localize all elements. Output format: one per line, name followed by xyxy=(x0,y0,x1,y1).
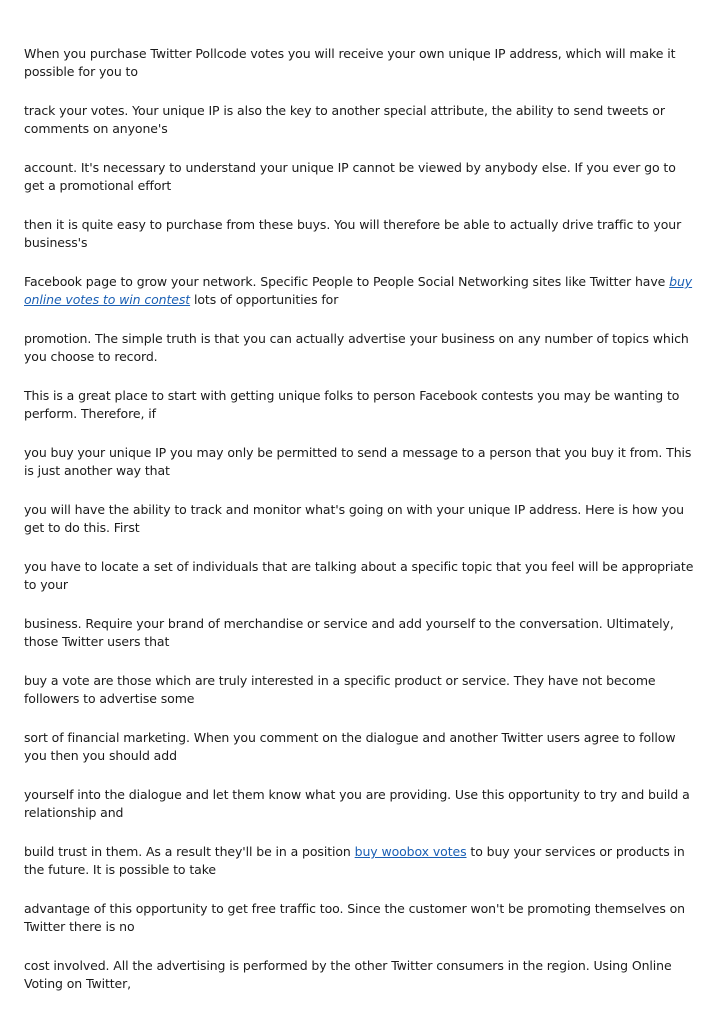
paragraph-6-text: promotion. The simple truth is that you can actually advertise your business on any number of topics which you choose to record. xyxy=(24,331,689,364)
paragraph-15-text-after: to buy your services or products in the future. It is possible to take xyxy=(24,844,685,877)
paragraph-2-text: track your votes. Your unique IP is also the key to another special attribute, the ability to send tweets or comments on anyone's xyxy=(24,103,665,136)
paragraph-14 xyxy=(24,786,698,821)
buy-online-votes-link[interactable]: buy online votes to win contest xyxy=(24,274,693,307)
paragraph-9-text: you will have the ability to track and monitor what's going on with your unique IP address. Here is how you get to do this. First xyxy=(24,502,684,535)
paragraph-8-text: you buy your unique IP you may only be permitted to send a message to a person that you buy it from. This is just another way that xyxy=(24,445,692,478)
paragraph-17 xyxy=(24,957,698,992)
paragraph-10 xyxy=(24,558,698,593)
paragraph-7 xyxy=(24,387,698,422)
paragraph-8 xyxy=(24,444,698,479)
paragraph-1 xyxy=(24,45,698,80)
paragraph-16-text: advantage of this opportunity to get free traffic too. Since the customer won't be promoting themselves on Twitter there is no xyxy=(24,901,685,934)
paragraph-5 xyxy=(24,273,698,308)
paragraph-4 xyxy=(24,216,698,251)
paragraph-4-text: then it is quite easy to purchase from these buys. You will therefore be able to actually drive traffic to your business's xyxy=(24,217,682,250)
paragraph-3 xyxy=(24,159,698,194)
paragraph-13-text: sort of financial marketing. When you comment on the dialogue and another Twitter users agree to follow you then you should add xyxy=(24,730,676,763)
paragraph-16 xyxy=(24,900,698,935)
paragraph-13 xyxy=(24,729,698,764)
paragraph-3-text: account. It's necessary to understand your unique IP cannot be viewed by anybody else. If you ever go to get a promotional effort xyxy=(24,160,676,193)
paragraph-14-text: yourself into the dialogue and let them know what you are providing. Use this opportunity to try and build a relationship and xyxy=(24,787,690,820)
paragraph-5-text-after: lots of opportunities for xyxy=(190,291,339,307)
paragraph-7-text: This is a great place to start with getting unique folks to person Facebook contests you may be wanting to perform. Therefore, if xyxy=(24,388,680,421)
document-body xyxy=(24,45,698,1014)
paragraph-12 xyxy=(24,672,698,707)
paragraph-2 xyxy=(24,102,698,137)
paragraph-15 xyxy=(24,843,698,878)
paragraph-6 xyxy=(24,330,698,365)
paragraph-10-text: you have to locate a set of individuals that are talking about a specific topic that you feel will be appropriate to your xyxy=(24,559,694,592)
paragraph-9 xyxy=(24,501,698,536)
paragraph-1-text: When you purchase Twitter Pollcode votes you will receive your own unique IP address, which will make it possible for you to xyxy=(24,46,676,79)
paragraph-11-text: business. Require your brand of merchandise or service and add yourself to the conversation. Ultimately, those Twitter users that xyxy=(24,616,674,649)
paragraph-15-text-before: build trust in them. As a result they'll be in a position xyxy=(24,844,355,859)
paragraph-17-text: cost involved. All the advertising is performed by the other Twitter consumers in the region. Using Online Voting on Twitter, xyxy=(24,958,672,991)
buy-woobox-votes-link[interactable]: buy woobox votes xyxy=(354,844,467,859)
paragraph-5-text-before: Facebook page to grow your network. Specific People to People Social Networking sites like Twitter have xyxy=(24,274,670,289)
paragraph-12-text: buy a vote are those which are truly interested in a specific product or service. They have not become followers to advertise some xyxy=(24,673,656,706)
paragraph-11 xyxy=(24,615,698,650)
